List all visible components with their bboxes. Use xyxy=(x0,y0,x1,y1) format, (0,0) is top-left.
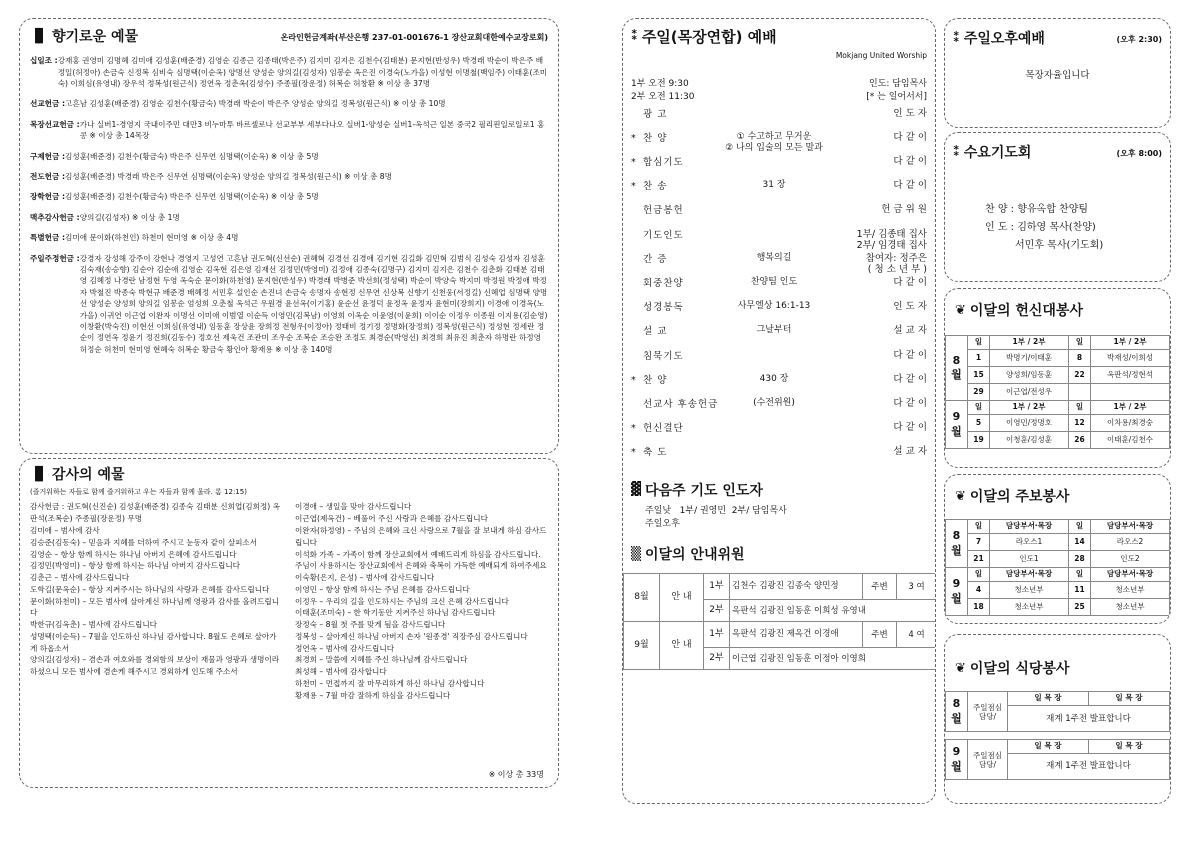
bulletin-section xyxy=(944,474,1171,624)
usher-row xyxy=(624,622,937,648)
order-row xyxy=(631,229,927,253)
schedule-row xyxy=(946,350,1170,367)
worship-section xyxy=(622,18,936,804)
thanks-entry: 이태훈(조미숙) – 한 학기동안 지켜주신 하나님 감사드립니다 xyxy=(295,608,496,618)
thanks-entry: 이석화 가족 – 가족이 함께 장산교회에서 예배드리게 하심을 감사드립니다. 주님이 사용하시는 장산교회에서 은혜와 축복이 가득한 예배되게 하여주세요 xyxy=(295,549,547,571)
next-prayer-title: ▓ 다음주 기도 인도자 xyxy=(631,482,763,499)
schedule-month: 8 월 xyxy=(946,520,968,568)
cafeteria-table xyxy=(945,691,1170,787)
schedule-cell xyxy=(1069,384,1091,401)
order-leader: 1부/ 김종태 집사 2부/ 임경태 집사 xyxy=(856,228,927,252)
order-leader: 다 같 이 xyxy=(893,422,927,434)
offering-label: 특별헌금 : xyxy=(30,233,66,243)
worship-order xyxy=(631,108,927,471)
order-row xyxy=(631,325,927,349)
thanks-entry: 김미애 – 범사에 감사 xyxy=(30,525,100,535)
bulletin-table xyxy=(945,519,1170,616)
offering-item xyxy=(30,98,548,109)
usher-noon: 주변 xyxy=(863,622,897,648)
thanks-entry: 정연옥 – 범사에 감사드립니다 xyxy=(295,643,395,653)
cafeteria-month: 8 월 xyxy=(946,692,968,732)
order-row xyxy=(631,253,927,277)
worship-title: ⁑ 주일(목장연합) 예배 xyxy=(631,28,777,46)
thanks-entry: 김춘근 – 범사에 감사드립니다 xyxy=(30,573,130,583)
schedule-col-header: 담당부서·목장 xyxy=(990,568,1069,582)
schedule-row xyxy=(946,551,1170,568)
schedule-row xyxy=(946,384,1170,401)
cafeteria-month: 9 월 xyxy=(946,740,968,780)
cafeteria-spacer xyxy=(946,780,1170,788)
order-leader: 다 같 이 xyxy=(893,156,927,168)
dot-marker-icon: ⁑ xyxy=(631,29,636,45)
schedule-col-header: 담당부서·목장 xyxy=(990,520,1069,534)
usher-names: 옥판석 김광진 제옥건 이경애 xyxy=(730,622,863,648)
schedule-col-header: 일 xyxy=(1069,520,1091,534)
order-row xyxy=(631,156,927,180)
afternoon-section xyxy=(944,18,1171,128)
schedule-col-header: 일 xyxy=(968,568,990,582)
schedule-col-header: 1부 / 2부 xyxy=(1091,401,1170,415)
offering-label: 주일주정헌금 : xyxy=(30,253,80,263)
schedule-col-header: 1부 / 2부 xyxy=(990,336,1069,350)
schedule-header xyxy=(946,520,1170,534)
order-item: 침묵기도 xyxy=(643,350,684,362)
thanks-entry: 최경희 – 말씀에 지혜를 주신 하나님께 감사드립니다 xyxy=(295,655,468,665)
order-row xyxy=(631,108,927,132)
order-leader: 다 같 이 xyxy=(893,277,927,289)
order-item: 찬 양 xyxy=(643,374,668,386)
usher-session: 1부 xyxy=(704,622,730,648)
order-content: 찬양팀 인도 xyxy=(750,277,798,288)
order-leader: 다 같 이 xyxy=(893,397,927,409)
offering-names: 양의길(김성자) ※ 이상 총 1명 xyxy=(79,212,180,222)
order-item: 헌신결단 xyxy=(643,423,684,435)
leaf-icon: ❦ xyxy=(955,488,964,504)
offering-item xyxy=(30,119,548,142)
thanks-entry: 이완자(하정영) – 주님의 은혜와 크신 사랑으로 7월을 잘 보내게 하심 감사드립니다 xyxy=(295,525,547,547)
schedule-cell: 26 xyxy=(1069,432,1091,449)
order-leader: 다 같 이 xyxy=(893,131,927,143)
order-content: 430 장 xyxy=(759,373,789,384)
offering-label: 장학헌금 : xyxy=(30,192,66,202)
schedule-cell: 박명기/이태훈 xyxy=(990,350,1069,367)
order-leader: 다 같 이 xyxy=(893,180,927,192)
order-row xyxy=(631,204,927,228)
schedule-cell: 이근엽/전성우 xyxy=(990,384,1069,401)
order-item: 합심기도 xyxy=(643,157,684,169)
schedule-col-header: 일 xyxy=(968,336,990,350)
schedule-cell: 19 xyxy=(968,432,990,449)
thanks-entry: 성명택(이순득) – 7월을 인도하신 하나님 감사합니다. 8월도 은혜로 살아가게 하옵소서 xyxy=(30,631,277,653)
thanks-entry: 박한규(김옥춘) – 범사에 감사드립니다 xyxy=(30,620,157,630)
schedule-cell: 양성희/임동훈 xyxy=(990,367,1069,384)
schedule-header xyxy=(946,336,1170,350)
cafeteria-header xyxy=(946,740,1170,754)
thanks-subtitle: (즐거워하는 자들로 함께 즐거워하고 우는 자들과 함께 울라. 롬 12:15) xyxy=(30,488,247,497)
schedule-cell: 4 xyxy=(968,582,990,599)
offering-item xyxy=(30,191,548,202)
thanks-entry: 김정민(박영미) – 항상 함께 하시는 하나님 아버지 감사드립니다 xyxy=(30,561,241,571)
standing-star: * xyxy=(631,423,636,435)
service-guide: 인도: 담임목사 xyxy=(868,78,927,89)
cafeteria-col-header: 일 목 장 xyxy=(1089,740,1170,754)
dot-marker-icon: ⁑ xyxy=(953,30,958,46)
order-item: 찬 송 xyxy=(643,181,668,193)
thanks-entry: 도학길(문옥순) – 항상 지켜주시는 하나님의 사랑과 은혜를 감사드립니다 xyxy=(30,584,270,594)
schedule-cell: 21 xyxy=(968,551,990,568)
schedule-row xyxy=(946,415,1170,432)
schedule-cell xyxy=(1091,384,1170,401)
schedule-col-header: 담당부서·목장 xyxy=(1091,568,1170,582)
order-leader: 다 같 이 xyxy=(893,349,927,361)
standing-star: * xyxy=(631,181,636,193)
order-leader: 인 도 자 xyxy=(893,107,927,119)
cafeteria-label: 주일점심 담당/ xyxy=(968,692,1008,732)
order-row xyxy=(631,398,927,422)
offering-item xyxy=(30,55,548,89)
leaf-icon: ❦ xyxy=(955,660,964,676)
thanks-entry: 김승준(김동숙) – 믿음과 지혜를 더하여 주시고 눈동자 같이 살피소서 xyxy=(30,537,258,547)
schedule-cell: 청소년부 xyxy=(1091,582,1170,599)
cafeteria-title: ❦ 이달의 식당봉사 xyxy=(955,660,1070,677)
order-item: 설 교 xyxy=(643,326,668,338)
usher-names: 옥판석 김광진 임동훈 이희성 유영내 xyxy=(730,600,937,622)
usher-month: 8월 xyxy=(624,574,660,622)
offering-list xyxy=(30,55,548,355)
order-row xyxy=(631,374,927,398)
order-row xyxy=(631,180,927,204)
schedule-header xyxy=(946,401,1170,415)
schedule-cell: 22 xyxy=(1069,367,1091,384)
order-leader: 다 같 이 xyxy=(893,373,927,385)
order-content: 그날부터 xyxy=(756,325,792,336)
wednesday-section xyxy=(944,132,1171,282)
order-content: 사무엘상 16:1-13 xyxy=(737,301,811,312)
cafeteria-label: 주일점심 담당/ xyxy=(968,740,1008,780)
schedule-cell: 박재성/이희성 xyxy=(1091,350,1170,367)
ushers-table xyxy=(623,573,936,670)
order-row xyxy=(631,446,927,470)
usher-names: 이근엽 김광진 임동훈 이정아 이영희 xyxy=(730,648,937,670)
thanks-entry: 이영민 – 항상 함께 하시는 주님 은혜를 감사드립니다 xyxy=(295,584,470,594)
schedule-col-header: 일 xyxy=(1069,336,1091,350)
schedule-cell: 29 xyxy=(968,384,990,401)
offering-names: 고흔남 김성훈(배준경) 김영순 김천수(황금숙) 박경래 박순이 박은주 양성순 양의길 정복성(원근식) ※ 이상 총 10명 xyxy=(65,99,446,109)
square-marker-icon: ▐▌ xyxy=(30,28,46,44)
afternoon-text: 목장자율입니다 xyxy=(1025,70,1090,82)
ushers-title: ▒ 이달의 안내위원 xyxy=(631,546,745,563)
schedule-month: 9 월 xyxy=(946,568,968,616)
wednesday-leader-2: 서민후 목사(기도회) xyxy=(1015,240,1104,252)
schedule-cell: 청소년부 xyxy=(990,582,1069,599)
thanks-entry: 이정우 – 우리의 길을 인도하시는 주님의 크신 은혜 감사드립니다 xyxy=(295,596,509,606)
schedule-cell: 5 xyxy=(968,415,990,432)
order-leader: 인 도 자 xyxy=(893,301,927,313)
offering-names: 강경자 강성해 강주이 강현나 경영지 고성연 고흔남 권도혁(신선순) 권혜혁 김경선 김경애 김기현 김길화 김민혁 김범식 김성숙 김성자 김성훈 김숙재(송승향) 김순아 김순애 김영순 김옥현 김은영 김재선 김정민(박영미) 김정애 김종숙(김명구) 김지미 김지은 김천수 김춘화 김태분 김태영 김혜정 나경란 남정현 두영 옥숙순 문이화(하천영) 문지현(반성우) 박경래 박병준 박선희(정성택) 박순이 박양숙 박지미 박정원 박정애 박정자 박철진 박종숙 박현규 배준경 배혜정 서민후 설인순 손진녀 손금숙 송명자 송현정 신무연 신상복 신향기 신천웅(서정길) 신혜업 심명택 양명선 양성순 양성희 양의길 임봉순 엄성희 오춘철 옥석근 우원경 윤선옥(이기홍) 윤순선 윤정덕 윤정옥 윤정자 윤현미(장희지) 이경애 이경옥(노가을) 이귀연 이근엽 이완자 이명선 이미애 이범열 이순득 이영민(김복남) 이영희 이옥순 이윤영(이윤희) 이이순 이정우 이종원 이지용(김순영) 이창환(박숙진) 이현선 이희심(유영내) 임동훈 장상윤 장희정 전형우(이정아) 정태비 정기정 정명화(장정희) 정복성(원근식) 정성현 정세란 정순이 정연옥 정윤기 정진희(김동수) 정호선 제욱건 조관미 조우순 조복순 조승완 조정도 최경순(박영선) 최경희 최유진 최춘자 하명란 하정영 허정순 허천미 현미영 현혜숙 허복순 황금숙 황인아 황재용 ※ 이상 총 140명 xyxy=(79,253,548,354)
schedule-header xyxy=(946,568,1170,582)
thanks-total: ※ 이상 총 33명 xyxy=(488,770,544,780)
offering-label: 맥추감사헌금 : xyxy=(30,212,80,222)
order-item: 간 증 xyxy=(643,253,668,265)
usher-session: 2부 xyxy=(704,600,730,622)
schedule-month: 8 월 xyxy=(946,336,968,401)
schedule-cell: 11 xyxy=(1069,582,1091,599)
thanks-section xyxy=(19,458,559,788)
schedule-row xyxy=(946,599,1170,616)
afternoon-time: (오후 2:30) xyxy=(1116,34,1162,44)
square-marker-icon: ▐▌ xyxy=(30,466,46,482)
usher-month: 9월 xyxy=(624,622,660,670)
service-title: ❦ 이달의 헌신대봉사 xyxy=(955,302,1083,319)
schedule-col-header: 1부 / 2부 xyxy=(990,401,1069,415)
offering-item xyxy=(30,253,548,356)
offering-label: 목장선교헌금 : xyxy=(30,119,80,129)
thanks-entry: 김영순 – 항상 함께 하시는 하나님 아버지 은혜에 감사드립니다 xyxy=(30,549,237,559)
offering-label: 선교헌금 : xyxy=(30,99,66,109)
usher-count: 4 여 xyxy=(897,622,937,648)
schedule-cell: 인도2 xyxy=(1091,551,1170,568)
schedule-cell: 7 xyxy=(968,534,990,551)
thanks-entry: 하천미 – 먼접까지 잘 마무리하게 하신 하나님 감사합니다 xyxy=(295,678,485,688)
wednesday-title: ⁑ 수요기도회 xyxy=(953,144,1032,161)
wednesday-leader: 인 도 : 김하영 목사(찬양) xyxy=(985,222,1096,234)
schedule-cell: 청소년부 xyxy=(1091,599,1170,616)
usher-role: 안 내 xyxy=(660,622,704,670)
schedule-col-header: 일 xyxy=(968,401,990,415)
usher-session: 1부 xyxy=(704,574,730,600)
order-leader: 설 교 자 xyxy=(893,325,927,337)
thanks-entry: 문이화(하천미) – 모든 범사에 살아계신 하나님께 영광과 감사를 올려드립니다 xyxy=(30,596,280,618)
order-content: 행복의길 xyxy=(756,252,792,263)
schedule-cell: 라오스2 xyxy=(1091,534,1170,551)
wednesday-time: (오후 8:00) xyxy=(1116,148,1162,158)
offering-names: 가나 실버1-경영지 국내이주민 대만3 비누마투 바르셀로나 선교부부 세부다나오 실버1-양성순 실버1-옥석근 일본 중국2 필리핀일로일로1 홍콩 ※ 이상 총 14목장 xyxy=(79,119,545,141)
service-table xyxy=(945,335,1170,449)
wednesday-praise: 찬 양 : 향유옥합 찬양팀 xyxy=(985,204,1089,216)
dot-marker-icon: ⁑ xyxy=(953,144,958,160)
order-row xyxy=(631,277,927,301)
schedule-cell: 인도1 xyxy=(990,551,1069,568)
schedule-month: 9 월 xyxy=(946,401,968,449)
offering-account: 온라인헌금계좌(부산은행 237-01-001676-1 장산교회대한예수교장로회) xyxy=(280,32,548,42)
schedule-cell: 8 xyxy=(1069,350,1091,367)
offering-title: ▐▌ 향기로운 예물 xyxy=(30,28,139,45)
order-leader: 헌 금 위 원 xyxy=(881,204,927,216)
schedule-cell: 옥판석/정현석 xyxy=(1091,367,1170,384)
schedule-row xyxy=(946,367,1170,384)
thanks-left-column xyxy=(30,501,283,701)
service-time-1: 1부 오전 9:30 xyxy=(631,78,689,89)
offering-section xyxy=(19,18,559,454)
schedule-cell: 1 xyxy=(968,350,990,367)
order-item: 헌금봉헌 xyxy=(643,205,684,217)
schedule-cell: 이차용/최경숭 xyxy=(1091,415,1170,432)
order-row xyxy=(631,350,927,374)
leaf-icon: ❦ xyxy=(955,302,964,318)
thanks-entry: 감사헌금 : 권도혁(신진순) 김성훈(배준경) 김종숙 김태분 신희업(김희정) 옥판석(조복순) 주종필(장운정) 무명 xyxy=(30,502,280,524)
afternoon-title: ⁑ 주일오후예배 xyxy=(953,30,1045,47)
thanks-entry: 최성해 – 범사에 감사합니다 xyxy=(295,667,387,677)
cafeteria-header xyxy=(946,692,1170,706)
schedule-cell: 라오스1 xyxy=(990,534,1069,551)
schedule-cell: 28 xyxy=(1069,551,1091,568)
cafeteria-col-header: 일 목 장 xyxy=(1008,740,1089,754)
offering-item xyxy=(30,232,548,243)
schedule-cell: 청소년부 xyxy=(990,599,1069,616)
usher-names: 김천수 김광진 김종숙 양민정 xyxy=(730,574,863,600)
next-prayer-line2: 주일오후 xyxy=(645,518,680,529)
offering-item xyxy=(30,151,548,162)
order-item: 기도인도 xyxy=(643,229,684,241)
offering-item xyxy=(30,171,548,182)
schedule-cell: 14 xyxy=(1069,534,1091,551)
next-prayer-line1: 주일낮 1부/ 권영민 2부/ 담임목사 xyxy=(645,505,787,516)
order-item: 축 도 xyxy=(643,447,668,459)
square-marker-icon: ▒ xyxy=(631,546,639,562)
offering-label: 구제헌금 : xyxy=(30,151,66,161)
cafeteria-text: 재계 1주전 발표합니다 xyxy=(1008,754,1170,780)
thanks-entry: 정복성 – 살아계신 하나님 아버지 손자 '원종경' 직장주심 감사드립니다 xyxy=(295,631,528,641)
usher-count: 3 여 xyxy=(897,574,937,600)
cafeteria-spacer xyxy=(946,732,1170,740)
order-item: 찬 양 xyxy=(643,132,668,144)
schedule-col-header: 일 xyxy=(1069,401,1091,415)
standing-note: [* 는 일어서서] xyxy=(866,91,927,102)
offering-names: 김미애 문이화(하천인) 하천미 현미영 ※ 이상 총 4명 xyxy=(65,233,239,243)
schedule-cell: 이청훈/김성훈 xyxy=(990,432,1069,449)
offering-names: 김성훈(배준경) 김천수(황금숙) 박은주 신무연 심명택(이순옥) ※ 이상 총 5명 xyxy=(65,192,319,202)
bulletin-title: ❦ 이달의 주보봉사 xyxy=(955,488,1070,505)
thanks-entry: 양의길(김성자) – 겸손과 여호와를 경외함의 보상이 재물과 영광과 생명이라 하셨으니 모든 범사에 겸손케 해주시고 경외하게 인도해 주소서 xyxy=(30,655,280,677)
standing-star: * xyxy=(631,157,636,169)
offering-names: 김성훈(배준경) 박경래 박은주 신무연 심명택(이순옥) 양성순 양의길 정복성(원근식) ※ 이상 총 8명 xyxy=(65,172,392,182)
offering-label: 십일조 : xyxy=(30,56,58,66)
order-content: 31 장 xyxy=(762,180,786,191)
order-item: 성경봉독 xyxy=(643,302,684,314)
offering-names: 강재홍 권영미 김명혜 김미애 김성훈(배준경) 김영순 김종근 김종태(박은주) 김지미 김지은 김천수(김태분) 문지현(반성우) 박경래 박순이 박은주 배정일(허정아) 손금숙 신정복 심비숙 심명택(이순옥) 양명선 양성순 양의길(김성자) 임봉순 옥은진 이경숙(노가을) 이성현 이명철(백임주) 이태훈(조미숙) 이희심(유영내) 장우석 정복성(원근식) 정연옥 정춘옥(김성수) 주종필(장운정) 허복순 허창환 ※ 이상 총 37명 xyxy=(57,56,548,89)
schedule-col-header: 일 xyxy=(1069,568,1091,582)
usher-noon: 주변 xyxy=(863,574,897,600)
order-content: (수전위원) xyxy=(753,397,795,408)
square-marker-icon: ▓ xyxy=(631,482,639,498)
offering-label: 전도헌금 : xyxy=(30,172,66,182)
schedule-col-header: 일 xyxy=(968,520,990,534)
thanks-entry: 이근엽(제옥건) – 베풀어 주신 사랑과 은혜를 감사드립니다 xyxy=(295,514,488,524)
schedule-cell: 12 xyxy=(1069,415,1091,432)
schedule-col-header: 담당부서·목장 xyxy=(1091,520,1170,534)
order-row xyxy=(631,301,927,325)
schedule-cell: 25 xyxy=(1069,599,1091,616)
schedule-cell: 18 xyxy=(968,599,990,616)
cafeteria-col-header: 일 목 장 xyxy=(1089,692,1170,706)
thanks-right-column xyxy=(295,501,548,701)
schedule-row xyxy=(946,582,1170,599)
usher-row xyxy=(624,574,937,600)
thanks-entry: 이숙황(은지, 은성) – 범사에 감사드립니다 xyxy=(295,573,435,583)
thanks-entry: 장정숙 – 8월 첫 주를 맞게 됨을 감사드립니다 xyxy=(295,620,446,630)
schedule-cell: 이태훈/김천수 xyxy=(1091,432,1170,449)
order-row xyxy=(631,132,927,156)
standing-star: * xyxy=(631,447,636,459)
cafeteria-text: 재계 1주전 발표합니다 xyxy=(1008,706,1170,732)
cafeteria-col-header: 일 목 장 xyxy=(1008,692,1089,706)
standing-star: * xyxy=(631,374,636,386)
order-leader: 설 교 자 xyxy=(893,446,927,458)
thanks-title: ▐▌ 감사의 예물 xyxy=(30,466,125,483)
schedule-col-header: 1부 / 2부 xyxy=(1091,336,1170,350)
service-time-2: 2부 오전 11:30 xyxy=(631,91,695,102)
schedule-cell: 15 xyxy=(968,367,990,384)
thanks-entry: 이경애 – 생일을 맞아 감사드립니다 xyxy=(295,502,412,512)
schedule-row xyxy=(946,432,1170,449)
usher-role: 안 내 xyxy=(660,574,704,622)
order-item: 광 고 xyxy=(643,108,668,120)
thanks-entry: 황재용 – 7월 마감 잘하게 하심을 감사드립니다 xyxy=(295,690,451,700)
offering-names: 김성훈(배준경) 김천수(황금숙) 박은주 신무연 심명택(이순옥) ※ 이상 총 5명 xyxy=(65,151,319,161)
order-item: 선교사 후송헌금 xyxy=(643,398,719,410)
schedule-cell: 이영민/정명호 xyxy=(990,415,1069,432)
standing-star: * xyxy=(631,132,636,144)
offering-item xyxy=(30,212,548,223)
worship-subtitle: Mokjang United Worship xyxy=(835,50,927,60)
usher-session: 2부 xyxy=(704,648,730,670)
order-leader: 참여자: 정주은 ( 청 소 년 부 ) xyxy=(865,252,927,276)
cafeteria-section xyxy=(944,634,1171,804)
order-item: 회중찬양 xyxy=(643,278,684,290)
schedule-row xyxy=(946,534,1170,551)
order-content: ① 수고하고 무거운 ② 나의 입술의 모든 말과 xyxy=(725,131,823,153)
service-section xyxy=(944,288,1171,468)
order-row xyxy=(631,422,927,446)
